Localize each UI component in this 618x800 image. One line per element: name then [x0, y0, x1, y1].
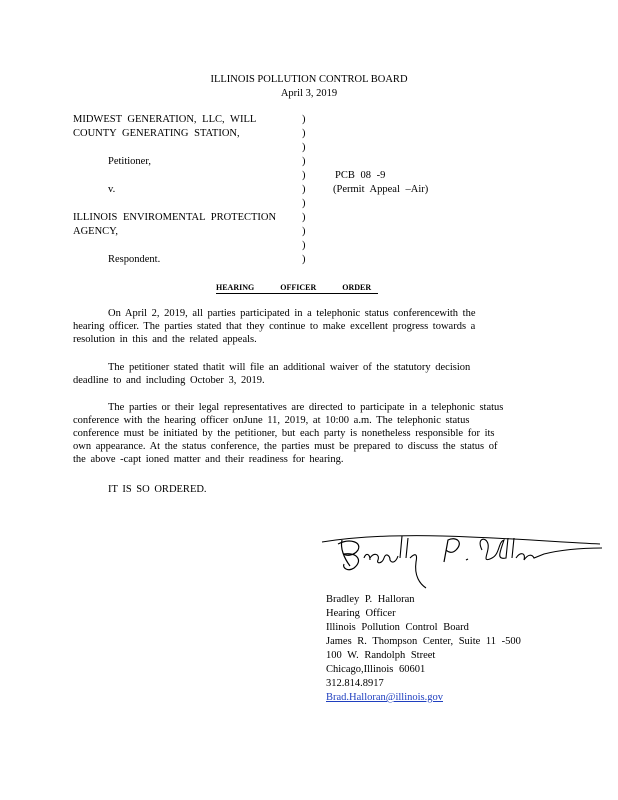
so-ordered: IT IS SO ORDERED.: [108, 484, 207, 495]
paragraph-line: The petitioner stated thatit will file an additional waiver of the statutory decision: [108, 362, 471, 373]
petitioner-name-line2: COUNTY GENERATING STATION,: [73, 128, 240, 139]
caption-paren: ): [302, 128, 306, 139]
paragraph-line: resolution in this and the related appeals.: [73, 334, 257, 345]
paragraph-line: conference with the hearing officer onJune 11, 2019, at 10:00 a.m. The telephonic status: [73, 415, 470, 426]
paragraph-line: conference must be initiated by the petitioner, but each party is nonetheless responsible for its: [73, 428, 495, 439]
paragraph-3: [73, 401, 533, 466]
caption-paren: ): [302, 254, 306, 265]
paragraph-line: deadline to and including October 3, 2019.: [73, 375, 265, 386]
respondent-label: Respondent.: [108, 254, 161, 265]
paragraph-1: [73, 307, 533, 346]
caption-paren: ): [302, 198, 306, 209]
versus-label: v.: [108, 184, 116, 195]
respondent-name-line1: ILLINOIS ENVIROMENTAL PROTECTION: [73, 212, 277, 223]
paragraph-line: hearing officer. The parties stated that they continue to make excellent progress towards a: [73, 321, 476, 332]
order-title: HEARING OFFICER ORDER: [216, 283, 378, 294]
signer-title: Hearing Officer: [326, 608, 396, 619]
email-link[interactable]: Brad.Halloran@illinois.gov: [326, 692, 443, 703]
address-line1: James R. Thompson Center, Suite 11 -500: [326, 636, 521, 647]
caption-paren: ): [302, 114, 306, 125]
caption-paren: ): [302, 240, 306, 251]
signature-block: [326, 593, 521, 705]
phone-number: 312.814.8917: [326, 678, 384, 689]
caption-paren: ): [302, 226, 306, 237]
signer-organization: Illinois Pollution Control Board: [326, 622, 469, 633]
caption-paren: ): [302, 170, 306, 181]
caption-paren: ): [302, 142, 306, 153]
paragraph-line: own appearance. At the status conference, the parties must be prepared to discuss the status of: [73, 441, 498, 452]
respondent-name-line2: AGENCY,: [73, 226, 119, 237]
address-line2: 100 W. Randolph Street: [326, 650, 436, 661]
signer-name: Bradley P. Halloran: [326, 594, 415, 605]
paragraph-line: On April 2, 2019, all parties participated in a telephonic status conferencewith the: [108, 308, 476, 319]
handwritten-signature: [320, 528, 605, 590]
paragraph-2: [73, 361, 533, 387]
board-name: ILLINOIS POLLUTION CONTROL BOARD: [210, 74, 408, 85]
petitioner-label: Petitioner,: [108, 156, 152, 167]
address-city: Chicago,Illinois 60601: [326, 664, 426, 675]
petitioner-name-line1: MIDWEST GENERATION, LLC, WILL: [73, 114, 257, 125]
order-date: April 3, 2019: [280, 88, 338, 99]
case-number: PCB 08 -9: [335, 170, 386, 181]
caption-paren: ): [302, 212, 306, 223]
case-type: (Permit Appeal –Air): [333, 184, 429, 195]
caption-paren: ): [302, 184, 306, 195]
paragraph-line: the above -capt ioned matter and their readiness for hearing.: [73, 454, 344, 465]
caption-paren: ): [302, 156, 306, 167]
paragraph-line: The parties or their legal representatives are directed to participate in a telephonic status: [108, 402, 504, 413]
